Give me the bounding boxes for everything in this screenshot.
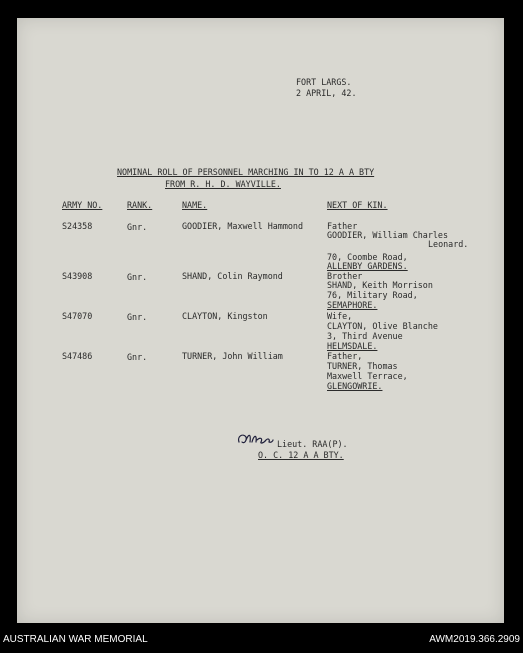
name: SHAND, Colin Raymond (182, 271, 283, 281)
rank: Gnr. (127, 222, 148, 232)
kin-suburb: GLENGOWRIE. (327, 381, 383, 391)
kin-address: Maxwell Terrace, (327, 371, 408, 381)
kin-suburb: SEMAPHORE. (327, 300, 378, 310)
kin-relation: Brother (327, 271, 363, 281)
army-number: S47486 (62, 351, 93, 361)
kin-name: GOODIER, William Charles (327, 230, 449, 240)
header-date: 2 APRIL, 42. (296, 88, 357, 98)
kin-relation: Wife, (327, 311, 353, 321)
kin-address: 70, Coombe Road, (327, 252, 408, 262)
signature-office: O. C. 12 A A BTY. (258, 450, 344, 460)
kin-relation: Father (327, 221, 358, 231)
name: CLAYTON, Kingston (182, 311, 268, 321)
handwritten-signature (236, 430, 274, 448)
kin-suburb: ALLENBY GARDENS. (327, 261, 408, 271)
column-header-name: NAME. (182, 200, 208, 210)
kin-name: CLAYTON, Olive Blanche (327, 321, 438, 331)
army-number: S24358 (62, 221, 93, 231)
header-place: FORT LARGS. (296, 77, 352, 87)
kin-suburb: HELMSDALE. (327, 341, 378, 351)
title-line-1: NOMINAL ROLL OF PERSONNEL MARCHING IN TO 12 A A BTY (117, 167, 375, 177)
title-line-2: FROM R. H. D. WAYVILLE. (165, 179, 281, 189)
column-header-rank: RANK. (127, 200, 153, 210)
rank: Gnr. (127, 352, 148, 362)
rank: Gnr. (127, 312, 148, 322)
kin-address: 3, Third Avenue (327, 331, 403, 341)
footer-archive-name: AUSTRALIAN WAR MEMORIAL (3, 634, 148, 645)
army-number: S47070 (62, 311, 93, 321)
column-header-army-no: ARMY NO. (62, 200, 103, 210)
rank: Gnr. (127, 272, 148, 282)
kin-relation: Father, (327, 351, 363, 361)
kin-name: TURNER, Thomas (327, 361, 398, 371)
signature-rank: Lieut. RAA(P). (277, 439, 348, 449)
army-number: S43908 (62, 271, 93, 281)
name: TURNER, John William (182, 351, 283, 361)
kin-name-continued: Leonard. (428, 239, 469, 249)
kin-address: 76, Military Road, (327, 290, 418, 300)
column-header-next-of-kin: NEXT OF KIN. (327, 200, 388, 210)
kin-name: SHAND, Keith Morrison (327, 280, 433, 290)
footer-accession-number: AWM2019.366.2909 (429, 634, 520, 645)
name: GOODIER, Maxwell Hammond (182, 221, 304, 231)
